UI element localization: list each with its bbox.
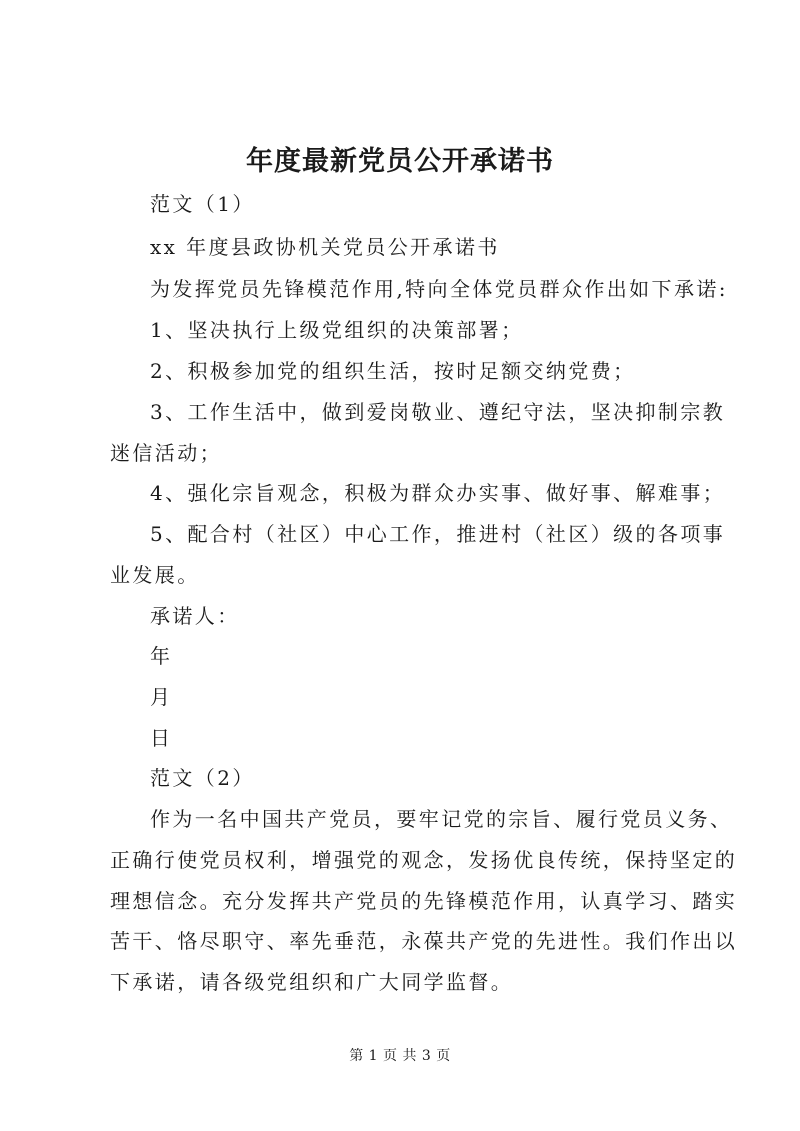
subtitle-line: xx 年度县政协机关党员公开承诺书 [150,235,500,259]
sample-heading-1: 范文（1） [150,192,255,216]
document-title: 年度最新党员公开承诺书 [246,146,554,177]
date-month: 月 [150,685,173,709]
body-line: 理想信念。充分发挥共产党员的先锋模范作用，认真学习、踏实 [110,889,738,913]
date-year: 年 [150,644,173,668]
body-line: 作为一名中国共产党员，要牢记党的宗旨、履行党员义务、 [150,807,733,831]
signer-label: 承诺人： [150,604,240,628]
sample-heading-2: 范文（2） [150,766,255,790]
pledge-item-4: 4、强化宗旨观念，积极为群众办实事、做好事、解难事； [150,481,726,505]
pledge-item-3: 3、工作生活中，做到爱岗敬业、遵纪守法，坚决抑制宗教 [150,400,726,424]
pledge-item-3-cont: 迷信活动； [110,441,222,465]
intro-line: 为发挥党员先锋模范作用,特向全体党员群众作出如下承诺: [150,277,728,301]
date-day: 日 [150,726,173,750]
page-number-footer: 第 1 页 共 3 页 [349,1048,451,1064]
body-line: 苦干、恪尽职守、率先垂范，永葆共产党的先进性。我们作出以 [110,929,738,953]
body-line: 下承诺，请各级党组织和广大同学监督。 [110,970,514,994]
pledge-item-5: 5、配合村（社区）中心工作，推进村（社区）级的各项事 [150,522,726,546]
pledge-item-2: 2、积极参加党的组织生活，按时足额交纳党费； [150,359,636,383]
pledge-item-1: 1、坚决执行上级党组织的决策部署； [150,318,524,342]
body-line: 正确行使党员权利，增强党的观念，发扬优良传统，保持坚定的 [110,848,738,872]
pledge-item-5-cont: 业发展。 [110,563,200,587]
